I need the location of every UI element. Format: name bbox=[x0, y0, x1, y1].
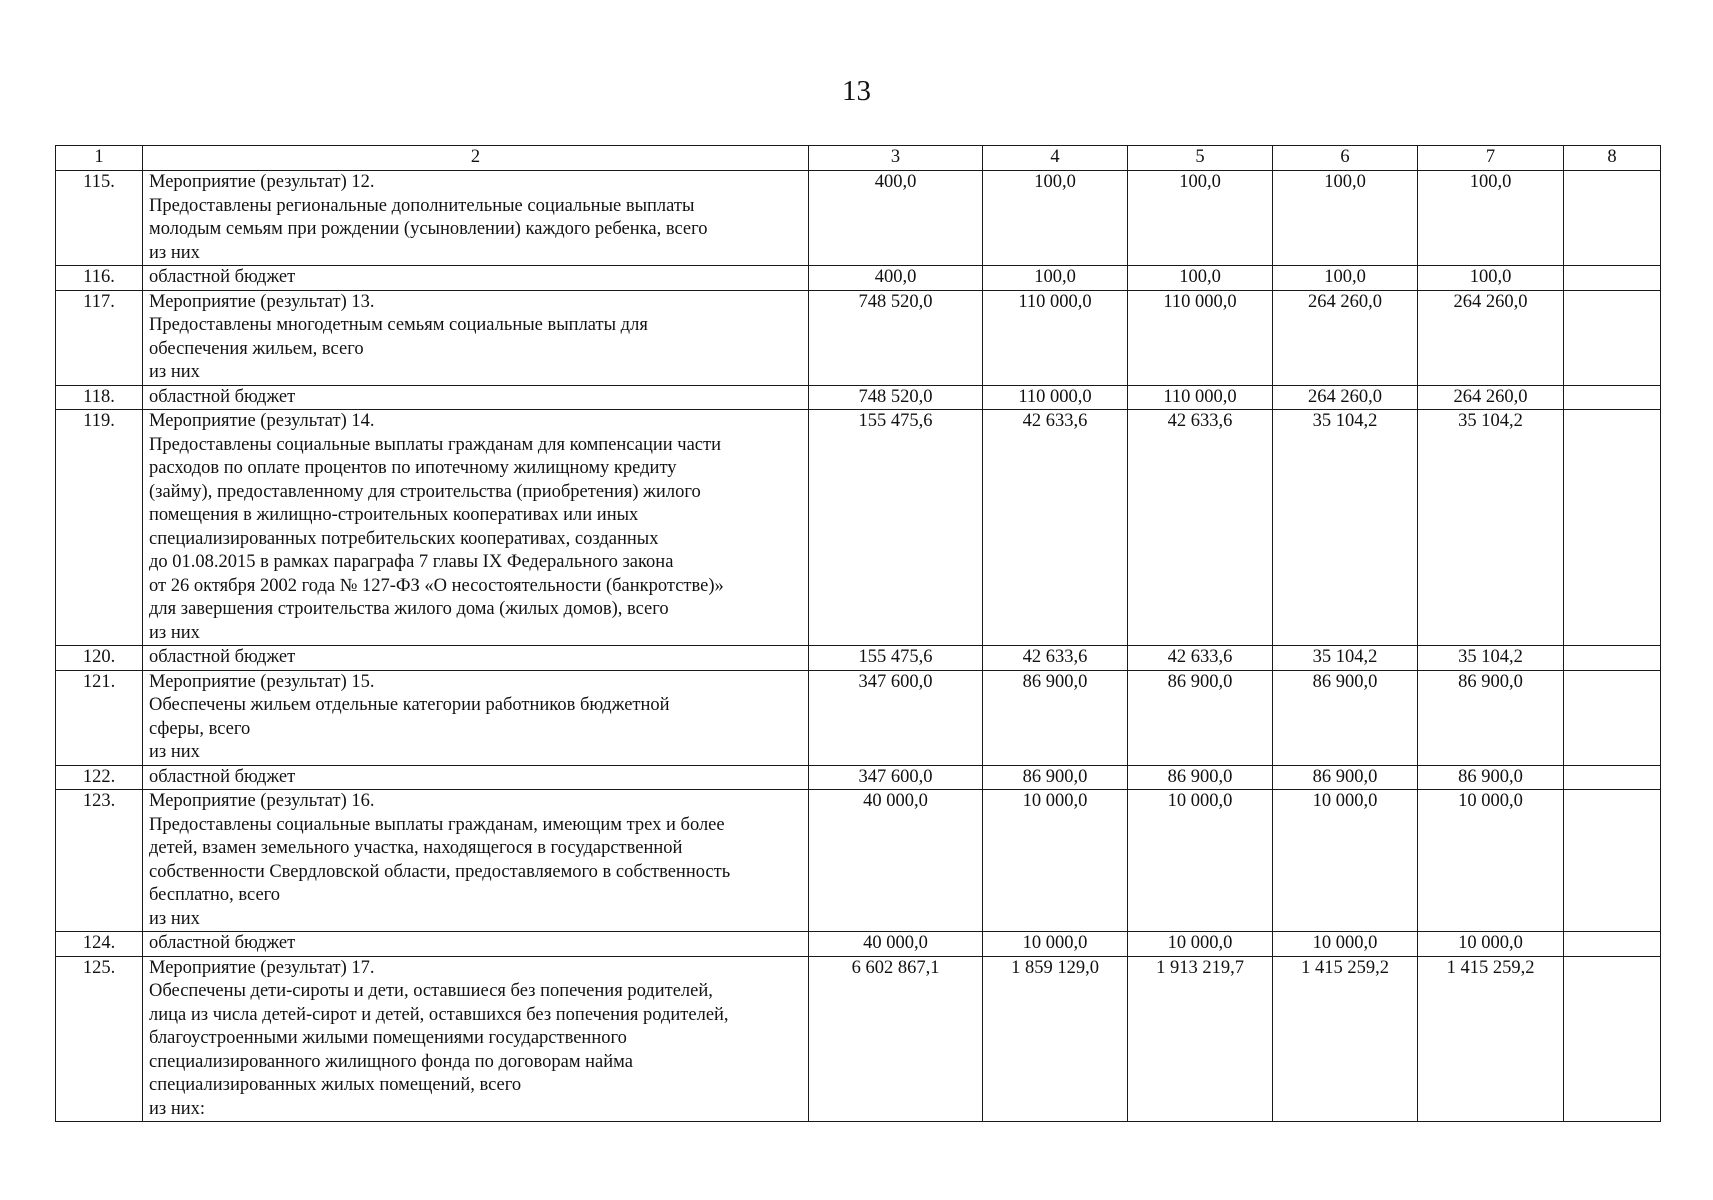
value-cell-col-7: 10 000,0 bbox=[1418, 790, 1564, 932]
value-cell-col-3: 40 000,0 bbox=[809, 790, 983, 932]
column-header: 3 bbox=[809, 146, 983, 171]
value-cell-col-4: 42 633,6 bbox=[983, 646, 1128, 671]
value-cell-col-4: 100,0 bbox=[983, 266, 1128, 291]
value-cell-col-6: 35 104,2 bbox=[1273, 410, 1418, 646]
table-row bbox=[56, 765, 1661, 790]
value-cell-col-5: 1 913 219,7 bbox=[1128, 956, 1273, 1122]
description-line: из них: bbox=[149, 1098, 206, 1119]
description-line: областной бюджет bbox=[149, 766, 296, 787]
description-line: молодым семьям при рождении (усыновлении) каждого ребенка, всего bbox=[149, 219, 708, 239]
description-line: из них bbox=[149, 908, 200, 929]
row-description bbox=[143, 932, 809, 957]
row-number: 116. bbox=[56, 266, 143, 291]
row-number: 117. bbox=[56, 290, 143, 385]
description-line: Предоставлены социальные выплаты гражданам для компенсации части bbox=[149, 434, 721, 455]
value-cell-col-8 bbox=[1564, 670, 1661, 765]
row-description bbox=[143, 171, 809, 266]
row-number: 125. bbox=[56, 956, 143, 1122]
description-line: Мероприятие (результат) 13. bbox=[149, 291, 375, 312]
value-cell-col-3: 347 600,0 bbox=[809, 765, 983, 790]
page-number: 13 bbox=[842, 75, 871, 107]
description-line: из них bbox=[149, 242, 200, 263]
value-cell-col-6: 264 260,0 bbox=[1273, 290, 1418, 385]
description-line: областной бюджет bbox=[149, 386, 296, 407]
value-cell-col-7: 100,0 bbox=[1418, 266, 1564, 291]
description-line: обеспечения жильем, всего bbox=[149, 338, 364, 359]
description-line: специализированного жилищного фонда по договорам найма bbox=[149, 1051, 633, 1072]
value-cell-col-6: 264 260,0 bbox=[1273, 385, 1418, 410]
description-line: для завершения строительства жилого дома (жилых домов), всего bbox=[149, 599, 669, 619]
table-row bbox=[56, 956, 1661, 1122]
value-cell-col-7: 86 900,0 bbox=[1418, 670, 1564, 765]
value-cell-col-5: 10 000,0 bbox=[1128, 790, 1273, 932]
row-number: 122. bbox=[56, 765, 143, 790]
value-cell-col-3: 748 520,0 bbox=[809, 385, 983, 410]
value-cell-col-6: 86 900,0 bbox=[1273, 670, 1418, 765]
row-number: 123. bbox=[56, 790, 143, 932]
row-number: 118. bbox=[56, 385, 143, 410]
table-row bbox=[56, 670, 1661, 765]
value-cell-col-6: 35 104,2 bbox=[1273, 646, 1418, 671]
description-line: Мероприятие (результат) 12. bbox=[149, 172, 375, 192]
description-line: Обеспечены жильем отдельные категории работников бюджетной bbox=[149, 695, 670, 715]
value-cell-col-8 bbox=[1564, 932, 1661, 957]
value-cell-col-8 bbox=[1564, 646, 1661, 671]
value-cell-col-4: 10 000,0 bbox=[983, 932, 1128, 957]
value-cell-col-4: 110 000,0 bbox=[983, 385, 1128, 410]
column-header-row bbox=[56, 146, 1661, 171]
description-line: из них bbox=[149, 622, 200, 643]
value-cell-col-5: 110 000,0 bbox=[1128, 290, 1273, 385]
description-line: Мероприятие (результат) 15. bbox=[149, 671, 375, 692]
description-line: областной бюджет bbox=[149, 647, 296, 667]
column-header: 7 bbox=[1418, 146, 1564, 171]
description-line: специализированных потребительских кооперативах, созданных bbox=[149, 528, 659, 549]
value-cell-col-4: 100,0 bbox=[983, 171, 1128, 266]
description-line: до 01.08.2015 в рамках параграфа 7 главы IX Федерального закона bbox=[149, 552, 674, 572]
row-number: 115. bbox=[56, 171, 143, 266]
value-cell-col-7: 86 900,0 bbox=[1418, 765, 1564, 790]
table-row bbox=[56, 932, 1661, 957]
value-cell-col-5: 110 000,0 bbox=[1128, 385, 1273, 410]
description-line: Предоставлены многодетным семьям социальные выплаты для bbox=[149, 315, 648, 335]
value-cell-col-6: 86 900,0 bbox=[1273, 765, 1418, 790]
value-cell-col-3: 155 475,6 bbox=[809, 646, 983, 671]
column-header: 2 bbox=[143, 146, 809, 171]
description-line: областной бюджет bbox=[149, 267, 296, 287]
value-cell-col-3: 347 600,0 bbox=[809, 670, 983, 765]
description-line: областной бюджет bbox=[149, 933, 296, 953]
description-line: детей, взамен земельного участка, находящегося в государственной bbox=[149, 838, 683, 858]
value-cell-col-3: 40 000,0 bbox=[809, 932, 983, 957]
value-cell-col-6: 10 000,0 bbox=[1273, 932, 1418, 957]
value-cell-col-5: 86 900,0 bbox=[1128, 670, 1273, 765]
value-cell-col-8 bbox=[1564, 956, 1661, 1122]
table-row bbox=[56, 410, 1661, 646]
row-description bbox=[143, 790, 809, 932]
value-cell-col-8 bbox=[1564, 410, 1661, 646]
column-header: 4 bbox=[983, 146, 1128, 171]
description-line: бесплатно, всего bbox=[149, 885, 281, 905]
value-cell-col-7: 35 104,2 bbox=[1418, 646, 1564, 671]
description-line: из них bbox=[149, 362, 200, 382]
value-cell-col-7: 264 260,0 bbox=[1418, 290, 1564, 385]
value-cell-col-3: 400,0 bbox=[809, 171, 983, 266]
row-description bbox=[143, 410, 809, 646]
value-cell-col-8 bbox=[1564, 171, 1661, 266]
value-cell-col-6: 100,0 bbox=[1273, 171, 1418, 266]
value-cell-col-8 bbox=[1564, 290, 1661, 385]
description-line: сферы, всего bbox=[149, 718, 251, 739]
budget-table bbox=[55, 145, 1661, 1122]
value-cell-col-6: 10 000,0 bbox=[1273, 790, 1418, 932]
description-line: расходов по оплате процентов по ипотечному жилищному кредиту bbox=[149, 458, 677, 478]
table-row bbox=[56, 290, 1661, 385]
value-cell-col-7: 1 415 259,2 bbox=[1418, 956, 1564, 1122]
column-header: 5 bbox=[1128, 146, 1273, 171]
description-line: лица из числа детей-сирот и детей, оставшихся без попечения родителей, bbox=[149, 1004, 729, 1025]
row-description bbox=[143, 266, 809, 291]
value-cell-col-4: 86 900,0 bbox=[983, 670, 1128, 765]
value-cell-col-5: 100,0 bbox=[1128, 171, 1273, 266]
table-row bbox=[56, 790, 1661, 932]
description-line: собственности Свердловской области, предоставляемого в собственность bbox=[149, 861, 731, 882]
value-cell-col-5: 42 633,6 bbox=[1128, 646, 1273, 671]
value-cell-col-4: 42 633,6 bbox=[983, 410, 1128, 646]
value-cell-col-3: 748 520,0 bbox=[809, 290, 983, 385]
row-description bbox=[143, 956, 809, 1122]
table-row bbox=[56, 385, 1661, 410]
value-cell-col-4: 110 000,0 bbox=[983, 290, 1128, 385]
value-cell-col-8 bbox=[1564, 385, 1661, 410]
row-number: 120. bbox=[56, 646, 143, 671]
value-cell-col-4: 1 859 129,0 bbox=[983, 956, 1128, 1122]
column-header: 6 bbox=[1273, 146, 1418, 171]
description-line: Предоставлены социальные выплаты гражданам, имеющим трех и более bbox=[149, 814, 725, 835]
row-description bbox=[143, 646, 809, 671]
description-line: Мероприятие (результат) 14. bbox=[149, 411, 375, 431]
table-row bbox=[56, 646, 1661, 671]
description-line: благоустроенными жилыми помещениями государственного bbox=[149, 1028, 627, 1048]
value-cell-col-3: 6 602 867,1 bbox=[809, 956, 983, 1122]
value-cell-col-7: 35 104,2 bbox=[1418, 410, 1564, 646]
description-line: специализированных жилых помещений, всего bbox=[149, 1075, 522, 1095]
description-line: Мероприятие (результат) 16. bbox=[149, 791, 375, 811]
value-cell-col-7: 10 000,0 bbox=[1418, 932, 1564, 957]
description-line: (займу), предоставленному для строительства (приобретения) жилого bbox=[149, 481, 701, 502]
description-line: Обеспечены дети-сироты и дети, оставшиеся без попечения родителей, bbox=[149, 981, 713, 1001]
value-cell-col-4: 86 900,0 bbox=[983, 765, 1128, 790]
value-cell-col-8 bbox=[1564, 790, 1661, 932]
value-cell-col-7: 100,0 bbox=[1418, 171, 1564, 266]
description-line: помещения в жилищно-строительных кооперативах или иных bbox=[149, 505, 639, 525]
row-description bbox=[143, 290, 809, 385]
row-number: 119. bbox=[56, 410, 143, 646]
value-cell-col-5: 86 900,0 bbox=[1128, 765, 1273, 790]
column-header: 8 bbox=[1564, 146, 1661, 171]
value-cell-col-6: 100,0 bbox=[1273, 266, 1418, 291]
value-cell-col-4: 10 000,0 bbox=[983, 790, 1128, 932]
description-line: Мероприятие (результат) 17. bbox=[149, 957, 375, 978]
table-row bbox=[56, 171, 1661, 266]
description-line: из них bbox=[149, 742, 200, 762]
column-header: 1 bbox=[56, 146, 143, 171]
row-description bbox=[143, 670, 809, 765]
description-line: от 26 октября 2002 года № 127-ФЗ «О несостоятельности (банкротстве)» bbox=[149, 575, 724, 596]
row-number: 124. bbox=[56, 932, 143, 957]
value-cell-col-3: 155 475,6 bbox=[809, 410, 983, 646]
row-description bbox=[143, 385, 809, 410]
value-cell-col-8 bbox=[1564, 266, 1661, 291]
value-cell-col-6: 1 415 259,2 bbox=[1273, 956, 1418, 1122]
row-description bbox=[143, 765, 809, 790]
table-row bbox=[56, 266, 1661, 291]
value-cell-col-7: 264 260,0 bbox=[1418, 385, 1564, 410]
value-cell-col-5: 10 000,0 bbox=[1128, 932, 1273, 957]
value-cell-col-5: 42 633,6 bbox=[1128, 410, 1273, 646]
value-cell-col-8 bbox=[1564, 765, 1661, 790]
description-line: Предоставлены региональные дополнительные социальные выплаты bbox=[149, 195, 695, 216]
value-cell-col-3: 400,0 bbox=[809, 266, 983, 291]
value-cell-col-5: 100,0 bbox=[1128, 266, 1273, 291]
row-number: 121. bbox=[56, 670, 143, 765]
